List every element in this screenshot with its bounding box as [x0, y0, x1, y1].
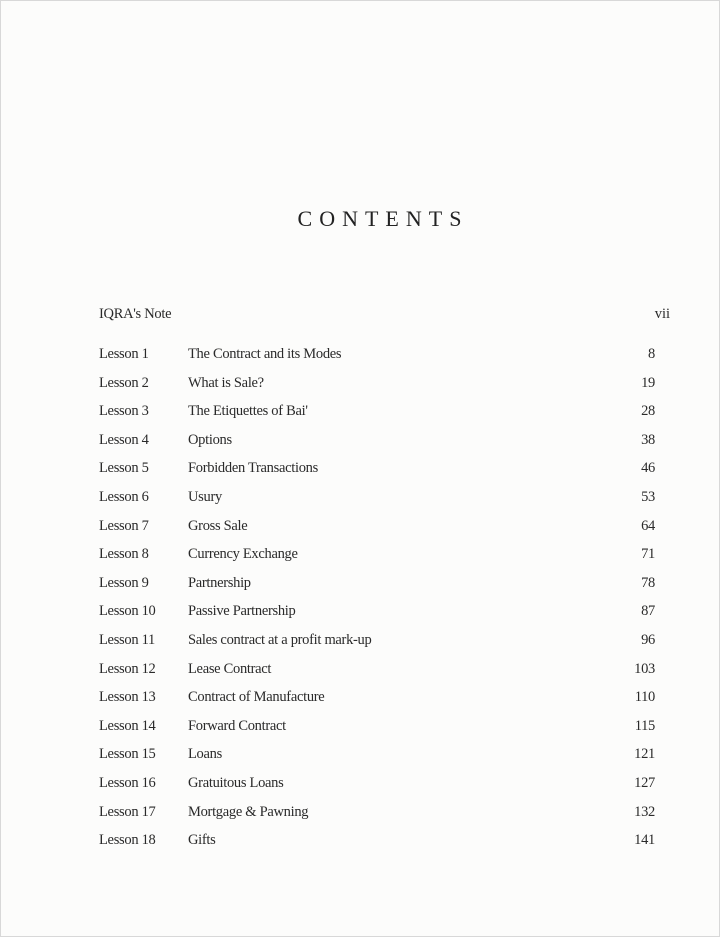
lesson-page: 103 — [634, 660, 655, 677]
lesson-page: 78 — [641, 574, 655, 591]
lesson-number: Lesson 8 — [99, 546, 149, 563]
toc-entry — [99, 632, 655, 652]
toc-entry — [99, 775, 655, 795]
lesson-title: Usury — [188, 489, 222, 505]
lesson-number: Lesson 18 — [99, 832, 156, 849]
lesson-page: 115 — [634, 717, 655, 734]
toc-entry — [99, 432, 655, 452]
lesson-number: Lesson 5 — [99, 460, 149, 477]
toc-entry — [99, 403, 655, 423]
lesson-number: Lesson 7 — [99, 517, 149, 534]
lesson-number: Lesson 2 — [99, 374, 149, 391]
lesson-page: 127 — [634, 775, 655, 791]
lesson-title: Contract of Manufacture — [188, 689, 325, 706]
lesson-title: Mortgage & Pawning — [188, 803, 309, 820]
lesson-page: 71 — [641, 546, 655, 563]
lesson-number: Lesson 17 — [99, 803, 156, 820]
lesson-title: Loans — [188, 746, 222, 763]
toc-entry — [99, 346, 655, 366]
contents-heading: CONTENTS — [297, 206, 469, 231]
lesson-number: Lesson 6 — [99, 489, 149, 505]
lesson-number: Lesson 9 — [99, 574, 149, 591]
toc-entry — [99, 546, 655, 566]
lesson-number: Lesson 4 — [99, 431, 149, 448]
toc-entry — [99, 518, 655, 538]
lesson-number: Lesson 15 — [99, 746, 156, 763]
lesson-page: 121 — [634, 746, 655, 763]
lesson-title: Sales contract at a profit mark-up — [188, 632, 372, 648]
toc-entry — [99, 746, 655, 766]
lesson-page: 8 — [648, 346, 655, 362]
lesson-page: 110 — [634, 689, 655, 706]
lesson-page: 141 — [634, 832, 655, 849]
lesson-page: 132 — [634, 803, 655, 820]
lesson-page: 64 — [641, 517, 655, 534]
lesson-title: Partnership — [188, 574, 251, 591]
lesson-title: Forward Contract — [188, 717, 286, 734]
toc-entry — [99, 832, 655, 852]
lesson-page: 46 — [641, 460, 655, 477]
lesson-number: Lesson 1 — [99, 346, 149, 362]
toc-entry — [99, 689, 655, 709]
lesson-title: Lease Contract — [188, 660, 272, 677]
toc-entry — [99, 375, 655, 395]
lesson-number: Lesson 10 — [99, 603, 156, 620]
lesson-title: Gifts — [188, 832, 216, 849]
lesson-page: 28 — [641, 403, 655, 420]
lesson-number: Lesson 13 — [99, 689, 156, 706]
lesson-number: Lesson 14 — [99, 717, 156, 734]
toc-entry — [99, 460, 655, 480]
lesson-title: Options — [188, 431, 232, 448]
toc-entry — [99, 661, 655, 681]
front-matter-label: IQRA's Note — [99, 306, 172, 322]
toc-entry — [99, 575, 655, 595]
lesson-number: Lesson 16 — [99, 775, 156, 791]
lesson-number: Lesson 3 — [99, 403, 149, 420]
lesson-title: Currency Exchange — [188, 546, 298, 563]
lesson-number: Lesson 12 — [99, 660, 156, 677]
lesson-title: What is Sale? — [188, 374, 264, 391]
lesson-number: Lesson 11 — [99, 632, 155, 648]
lesson-title: Gratuitous Loans — [188, 775, 284, 791]
lesson-title: Gross Sale — [188, 517, 248, 534]
toc-entry — [99, 489, 655, 509]
lesson-title: Passive Partnership — [188, 603, 296, 620]
lesson-page: 96 — [641, 632, 655, 648]
toc-entry — [99, 603, 655, 623]
lesson-page: 38 — [641, 431, 655, 448]
lesson-page: 87 — [641, 603, 655, 620]
toc-entry — [99, 718, 655, 738]
lesson-page: 19 — [641, 374, 655, 391]
lesson-title: The Etiquettes of Bai' — [188, 403, 308, 420]
front-matter-page: vii — [654, 306, 670, 322]
lesson-title: Forbidden Transactions — [188, 460, 318, 477]
toc-entry — [99, 804, 655, 824]
lesson-page: 53 — [641, 489, 655, 505]
lesson-title: The Contract and its Modes — [188, 346, 342, 362]
